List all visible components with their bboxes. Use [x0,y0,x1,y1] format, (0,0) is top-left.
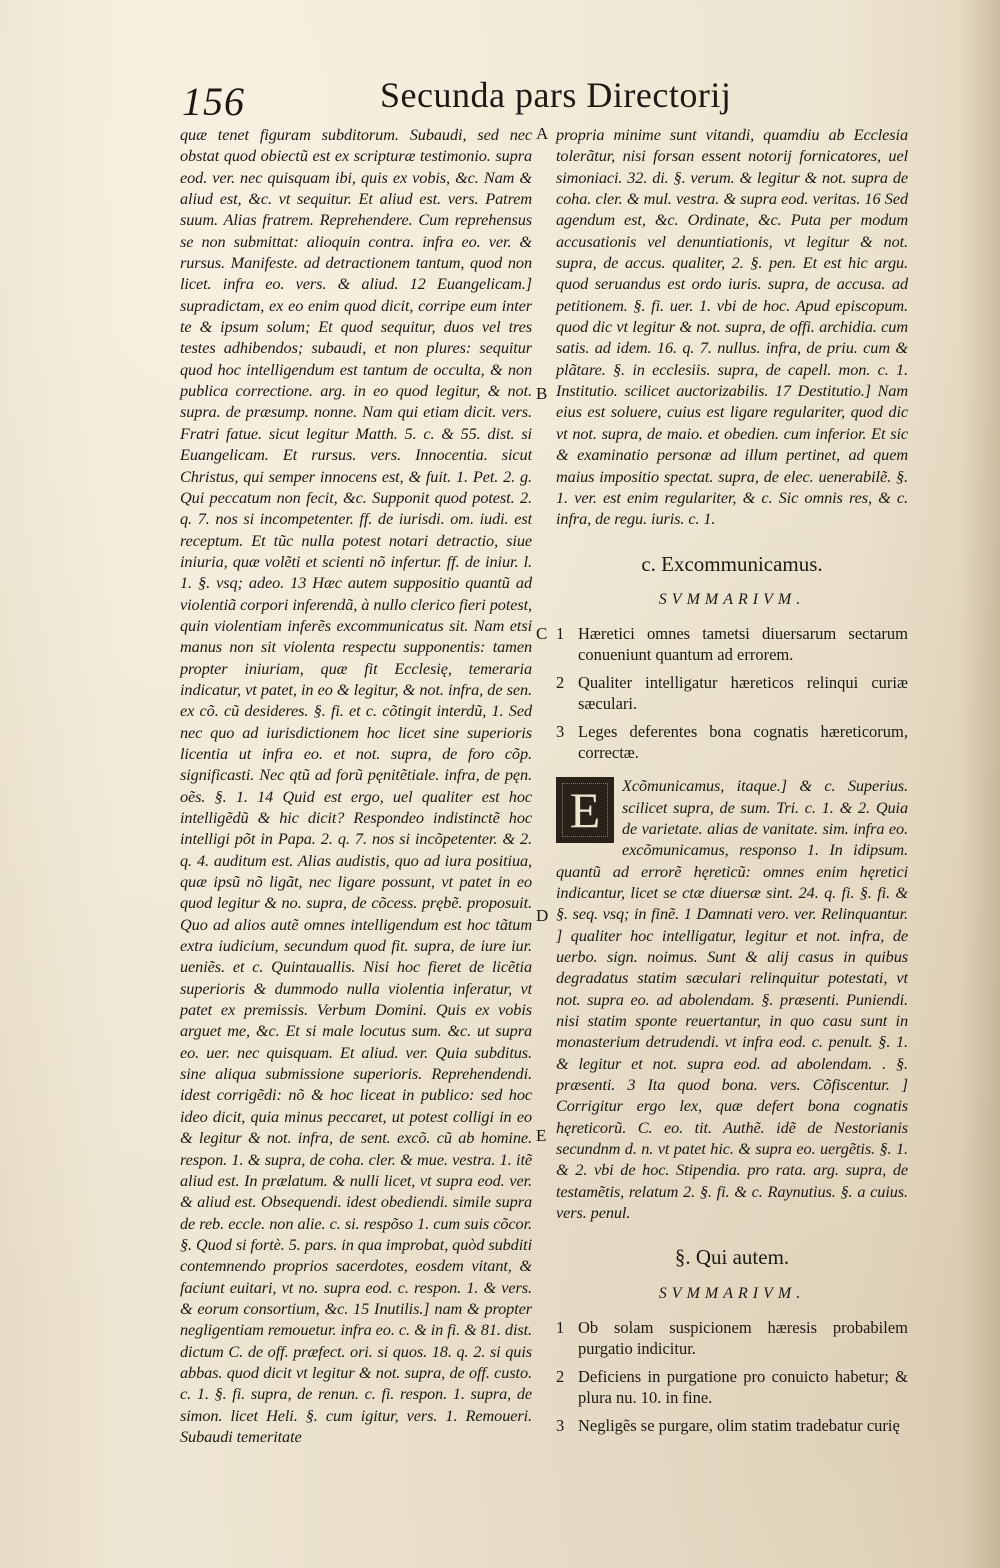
left-column [180,124,532,1447]
summary-item-number: 1 [556,1318,565,1338]
right-column-text: propria minime sunt vitandi, quamdiu ab Ecclesia tolerãtur, nisi forsan essent notorij fornicatores, uel simoniaci. 32. di. §. verum. & legitur & not. supra de coha. cler. & mul. vestra. & supra eod. veritas. 16 Sed agendum est, &c. Ordinate, &c. Puta per modum accusationis vel denuntiationis, vt legitur & not. supra, de accus. qualiter, 2. §. pen. Et est hic argu. quod seruandus est ordo iuris. supra, de accusa. ad petitionem. §. fi. uer. 1. vbi de hoc. Apud episcopum. quod dic vt legitur & not. supra, de offi. archidia. cum satis. ad idem. 16. q. 7. nullus. infra, de priu. cum & plãtare. §. in ecclesiis. supra, de capell. mon. c. 1. Institutio. scilicet auctorizabilis. 17 Destitutio.] Nam eius est soluere, cuius est ligare regulariter, quod dic vt not. supra, de maio. et obedien. cum inferior. Et sic & examinatio personæ ad illum pertinet, ad quem maius impositio spectat. supra, de elec. uenerabilẽ. §. 1. ver. est enim regulariter, & c. Sic omnis res, & c. infra, de regu. iuris. c. 1. [556,125,908,529]
summary-item-number: 3 [556,722,565,742]
summary-item-text: Qualiter intelligatur hæreticos relinqui curiæ sæculari. [578,673,908,713]
summary-title: SVMMARIVM. [658,1284,806,1302]
summary-item-text: Hæretici omnes tametsi diuersarum sectarum conueniunt quantum ad errorem. [578,624,908,664]
summary-item-number: 2 [556,673,565,693]
margin-letter-b: B [536,384,548,403]
margin-letter-e: E [536,1126,547,1145]
summary-item [556,624,908,665]
margin-letter-c: C [536,624,548,643]
summary-title: SVMMARIVM. [658,590,806,608]
summary-item [556,673,908,714]
excommunicamus-commentary [556,775,908,1223]
summary-item [556,1318,908,1359]
summary-item-text: Leges deferentes bona cognatis hæreticorum, correctæ. [578,722,908,762]
page-gutter-shadow [960,0,1000,1568]
summary-item-number: 2 [556,1367,565,1387]
summary-item-number: 3 [556,1416,565,1436]
page-number: 156 [182,79,245,124]
section-heading-excommunicamus: c. Excommunicamus. [641,551,823,576]
right-column [556,124,908,1445]
section-heading-qui-autem: §. Qui autem. [674,1245,790,1270]
decorated-initial-e: E [556,777,614,843]
summary-item [556,722,908,763]
excommunicamus-text: Xcõmunicamus, itaque.] & c. Superius. scilicet supra, de sum. Tri. c. 1. & 2. Quia de varietate. alias de vanitate. sim. infra eo. excõmunicamus, responso 1. In idipsum. quantũ ad errorẽ hęreticũ: omnes enim hęretici indicantur, licet se ctæ diuersæ sint. 24. q. fi. §. fi. & §. seq. vsq; in finẽ. 1 Damnati vero. ver. Relinquantur. ] qualiter hoc intelligatur, legitur et not. infra, de uerbo. sign. noimus. Sunt & alij casus in quibus degradatus statim sæculari relinquitur potestati, vt not. supra eo. ad abolendam. §. præsenti. Puniendi. nisi statim sponte reuertantur, in quo casu sunt in monasterium detrudendi. vt infra eod. c. penult. §. 1. & legitur et not. supra eod. ad abolendam. . §. præsenti. 3 Ita quod bona. vers. Cõfiscentur. ] Corrigitur ergo lex, quæ defert bona cognatis hęreticorũ. C. eo. tit. Authẽ. idẽ de Nestorianis secundnm d. n. vt patet hic. & supra eo. uergẽtis. §. 1. & 2. vbi de hoc. Stipendia. pro rata. arg. supra, de testamẽtis, relatum 2. §. fi. & c. Raynutius. §. a cuius. vers. penul. [556,776,908,1223]
margin-letter-a: A [536,124,549,143]
margin-letter-d: D [536,906,549,925]
summary-item-text: Deficiens in purgatione pro conuicto habetur; & plura nu. 10. in fine. [578,1367,908,1407]
summary-item-text: Ob solam suspicionem hæresis probabilem purgatio indicitur. [578,1318,908,1358]
running-head: Secunda pars Directorij [380,75,732,115]
left-column-text: quæ tenet figuram subditorum. Subaudi, sed nec obstat quod obiectũ est ex scripturæ testimonio. supra eod. ver. nec quisquam ibi, quis ex vobis, &c. Nam & aliud est, &c. vt sequitur. Et aliud est. vers. Patrem suum. Alias fratrem. Reprehendere. Cum reprehensus se non submittat: alioquin contra. infra eo. ver. & rursus. Manifeste. ad detractionem tantum, quod non licet. infra eo. vers. & aliud. 12 Euangelicam.] supradictam, ex eo enim quod dicit, corripe eum inter te & ipsum solum; Et quod sequitur, duos vel tres testes adhibendos; subaudi, et non plures: sequitur quod hoc intelligendum est tantum de occulta, & non publica correctione. arg. in eo quod legitur, & not. supra. de præsump. nonne. Nam qui etiam dicit. vers. Fratri fatue. sicut legitur Matth. 5. c. & 55. dist. si Euangelicam. Et rursus. vers. Innocentia. sicut Christus, qui semper innocens est, & fuit. 1. Pet. 2. g. Qui peccatum non fecit, &c. Supponit quod potest. 2. q. 7. nos si incompetenter. ff. de iurisdi. om. iudi. est receptum. Et tũc nulla potest notari detractio, siue iniuria, quæ volẽti et scienti nõ infertur. ff. de iniur. l. 1. §. vsq; adeo. 13 Hæc autem suppositio quantũ ad violentiã corpori inferendã, à nullo clerico fieri potest, quin violentiam inferẽs excommunicatus sit. Nam etsi manus non sit violenta respectu supponentis: tamen propter iniuriam, quæ fit Ecclesię, temeraria indicatur, vt patet, in eo & legitur, & not. infra, de sen. ex cõ. cũ desideres. §. fi. et c. cõtingit interdũ, 1. Sed nec quo ad iurisdictionem hoc licet sine superioris licentia ut infra eo. et not. supra, de foro cõp. significasti. Nec qtũ ad forũ pęnitẽtiale. infra, de pęn. oẽs. §. 1. 14 Quid est ergo, uel qualiter est hoc intelligẽdũ & hic dicit? Respondeo indistinctẽ hoc intelligi põt in Papa. 2. q. 7. nos si incõpetenter. & 2. q. 4. auditum est. Alias audistis, quo ad iura positiua, quæ ipsũ nõ ligãt, nec ligare possunt, vt patet in eo quod legitur & no. supra, de cõcess. prębẽ. proposuit. Quo ad alios autẽ omnes intelligendum est hoc tãtum extra iudicium, secundum quod fit. supra, de iure iur. ueniẽs. et c. Quintauallis. Nisi hoc fieret de licẽtia superioris & dummodo nulla violentia inferatur, vt patet ex premissis. Verbum Domini. Quis ex vobis arguet me, &c. Et si male locutus sum. &c. ut supra eo. uer. nec quisquam. Et aliud. ver. Quia subditus. sine aliqua submissione superioris. Reprehendendi. idest corrigẽdi: nõ & hoc liceat in publico: sed hoc ideo dicit, quia minus peccaret, ut potest colligi in eo & legitur & not. infra, de sent. excõ. cũ ab homine. respon. 1. & supra, de coha. cler. & mue. vestra. 1. itẽ aliud est. In prælatum. & nulli licet, vt supra eod. ver. & aliud est. Obsequendi. idest obediendi. simile supra de reb. eccle. non alie. c. si. respõso 1. cum suis cõcor. §. Quod si fortè. 5. pars. in qua improbat, quòd subditi contemnendo proprios sacerdotes, eosdem vitant, & faciunt euitari, vt no. supra eod. c. respon. 1. & vers. & eorum consortium, &c. 15 Inutilis.] nam & propter negligentiam remouetur. infra eo. c. & in fi. & 81. dist. dictum C. de off. præfect. ori. si quos. 18. q. 2. si quis abbas. quod dicit vt legitur & not. supra, de off. custo. c. 1. §. fi. supra, de renun. c. fi. respon. 1. supra, de simon. licet Heli. §. cum igitur, vers. 1. Remoueri. Subaudi temeritate [180,125,532,1446]
summary-item [556,1367,908,1408]
summary-item [556,1416,908,1437]
summary-item-text: Negligẽs se purgare, olim statim tradebatur curię [578,1416,900,1436]
summary-item-number: 1 [556,624,565,644]
